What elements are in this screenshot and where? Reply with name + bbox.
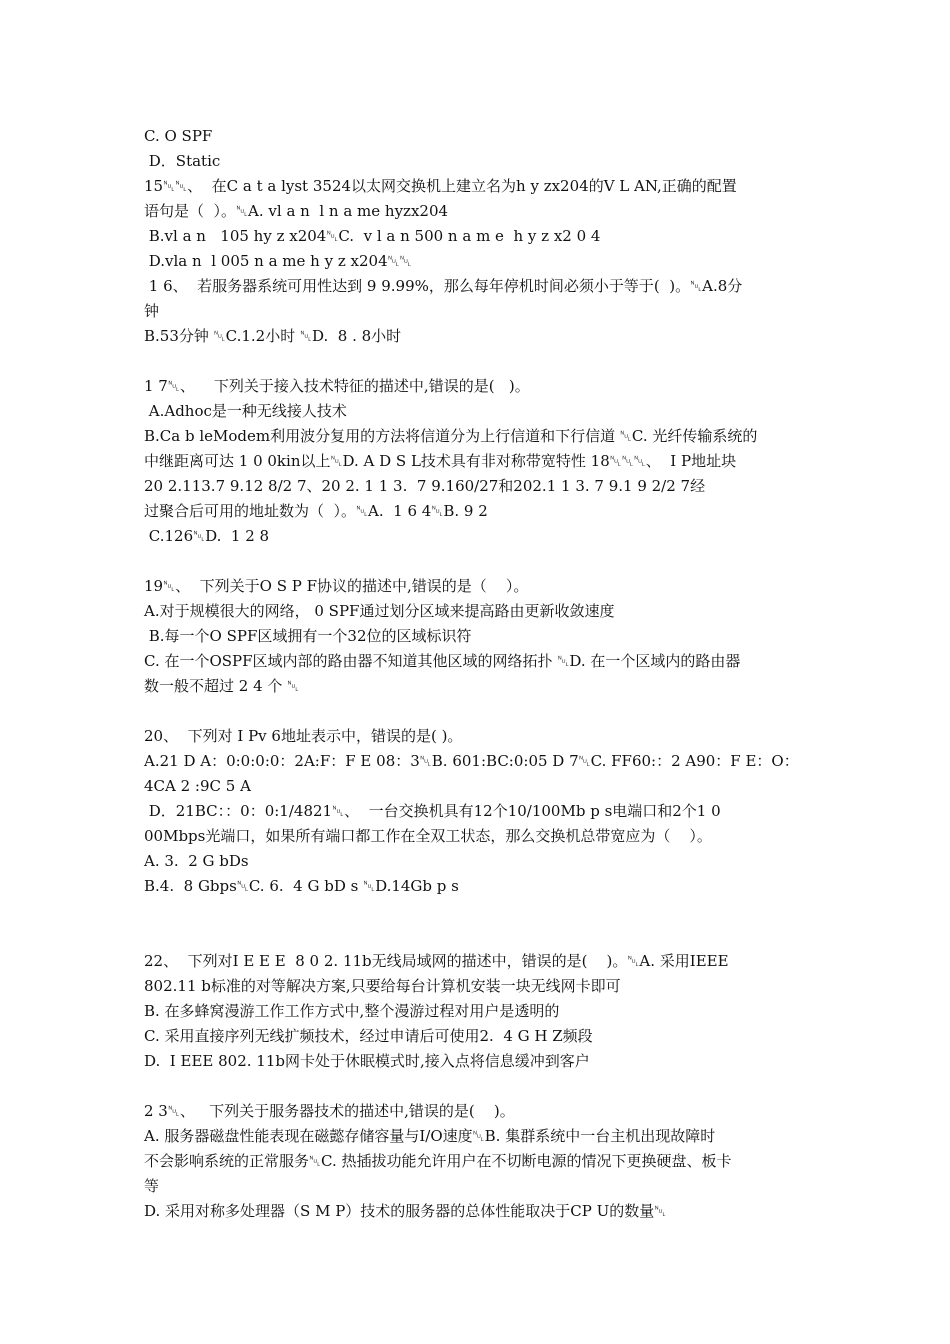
question-22-line-3: B. 在多蜂窝漫游工作工作方式中,整个漫游过程对用户是透明的	[144, 1002, 560, 1020]
question-23-line-2: A. 服务器磁盘性能表现在磁懿存储容量与I/O速度␀B. 集群系统中一台主机出现故障时	[144, 1127, 716, 1145]
question-18-line-2: 过聚合后可用的地址数为（ ）。␀A. 1 6 4␀B. 9 2	[144, 502, 488, 520]
question-22-line-1: 22、 下列对I E E E 8 0 2. 11b无线局域网的描述中，错误的是( )。␀A. 采用IEEE	[144, 952, 729, 970]
question-15-line-4: D.vla n l 005 n a me h y z x204␀␀	[144, 252, 412, 270]
question-21-line-2: 00Mbps光端口，如果所有端口都工作在全双工状态，那么交换机总带宽应为（ ）。	[144, 827, 712, 845]
question-19-line-1: 19␀、 下列关于O S P F协议的描述中,错误的是（ ）。	[144, 577, 529, 595]
question-21-line-3: A. 3. 2 G bDs	[144, 852, 249, 870]
question-16-line-1: 1 6、 若服务器系统可用性达到 9 9.99%，那么每年停机时间必须小于等于( )。␀A.8分	[144, 277, 743, 295]
paragraph-gap	[144, 1074, 804, 1099]
question-20-line-3: 4CA 2 :9C 5 A	[144, 777, 251, 795]
question-17-line-1: 1 7␀、 下列关于接入技术特征的描述中,错误的是( )。	[144, 377, 530, 395]
text-line-2: D．Static	[144, 152, 221, 170]
text-line-1: C. O SPF	[144, 127, 213, 145]
question-21-line-4: B.4. 8 Gbps␀C. 6. 4 G bD s ␀D.14Gb p s	[144, 877, 459, 895]
question-22-line-2: 802.11 b标准的对等解决方案,只要给每台计算机安装一块无线网卡即可	[144, 977, 621, 995]
question-19-line-4: C. 在一个OSPF区域内部的路由器不知道其他区域的网络拓扑 ␀D. 在一个区域内的路由器	[144, 652, 741, 670]
question-16-line-2: 钟	[144, 302, 160, 320]
question-22-line-5: D. I EEE 802. 11b网卡处于休眠模式时,接入点将信息缓冲到客户	[144, 1052, 590, 1070]
question-18-line-1: 20 2.113.7 9.12 8/2 7、20 2. 1 1 3. 7 9.160/27和202.1 1 3. 7 9.1 9 2/2 7经	[144, 477, 706, 495]
question-23-line-5: D. 采用对称多处理器（S M P）技术的服务器的总体性能取决于CP U的数量␀	[144, 1202, 667, 1220]
question-15-line-2: 语句是（ ）。␀A. vl a n l n a me hyzx204	[144, 202, 449, 220]
document-page	[144, 124, 804, 1224]
question-15-line-1: 15␀␀、 在C a t a lyst 3524以太网交换机上建立名为h y zx204的V L AN,正确的配置	[144, 177, 737, 195]
question-19-line-5: 数一般不超过 2 4 个 ␀	[144, 677, 300, 695]
question-20-line-1: 20、 下列对 I Pv 6地址表示中，错误的是( )。	[144, 727, 463, 745]
question-19-line-3: B.每一个O SPF区域拥有一个32位的区域标识符	[144, 627, 472, 645]
question-21-line-1: D．21BC：：0：0:1/4821␀、 一台交换机具有12个10/100Mb p s电端口和2个1 0	[144, 802, 721, 820]
question-17-line-2: A.Adhoc是一种无线接人技术	[144, 402, 347, 420]
paragraph-gap	[144, 899, 804, 949]
question-20-line-2: A.21 D A：0:0:0:0：2A:F：F E 08：3␀B. 601:BC:0:05 D 7␀C. FF60:：2 A90：F E：O：	[144, 752, 799, 770]
question-23-line-4: 等	[144, 1177, 160, 1195]
question-15-line-3: B.vl a n 105 hy z x204␀C. v l a n 500 n a m e h y z x2 0 4	[144, 227, 601, 245]
paragraph-gap	[144, 699, 804, 724]
question-16-line-3: B.53分钟 ␀C.1.2小时 ␀D. 8 . 8小时	[144, 327, 402, 345]
question-23-line-3: 不会影响系统的正常服务␀C. 热插拔功能允许用户在不切断电源的情况下更换硬盘、板卡	[144, 1152, 732, 1170]
question-22-line-4: C. 采用直接序列无线扩频技术，经过申请后可使用2. 4 G H Z频段	[144, 1027, 593, 1045]
paragraph-gap	[144, 349, 804, 374]
question-23-line-1: 2 3␀、 下列关于服务器技术的描述中,错误的是( )。	[144, 1102, 515, 1120]
question-19-line-2: A.对于规模很大的网络， 0 SPF通过划分区域来提高路由更新收敛速度	[144, 602, 615, 620]
paragraph-gap	[144, 549, 804, 574]
question-18-line-3: C.126␀D. 1 2 8	[144, 527, 270, 545]
question-17-line-4: 中继距离可达 1 0 0kin以上␀D. A D S L技术具有非对称带宽特性 18␀␀␀、 I P地址块	[144, 452, 737, 470]
question-17-line-3: B.Ca b leModem利用波分复用的方法将信道分为上行信道和下行信道 ␀C. 光纤传输系统的	[144, 427, 758, 445]
